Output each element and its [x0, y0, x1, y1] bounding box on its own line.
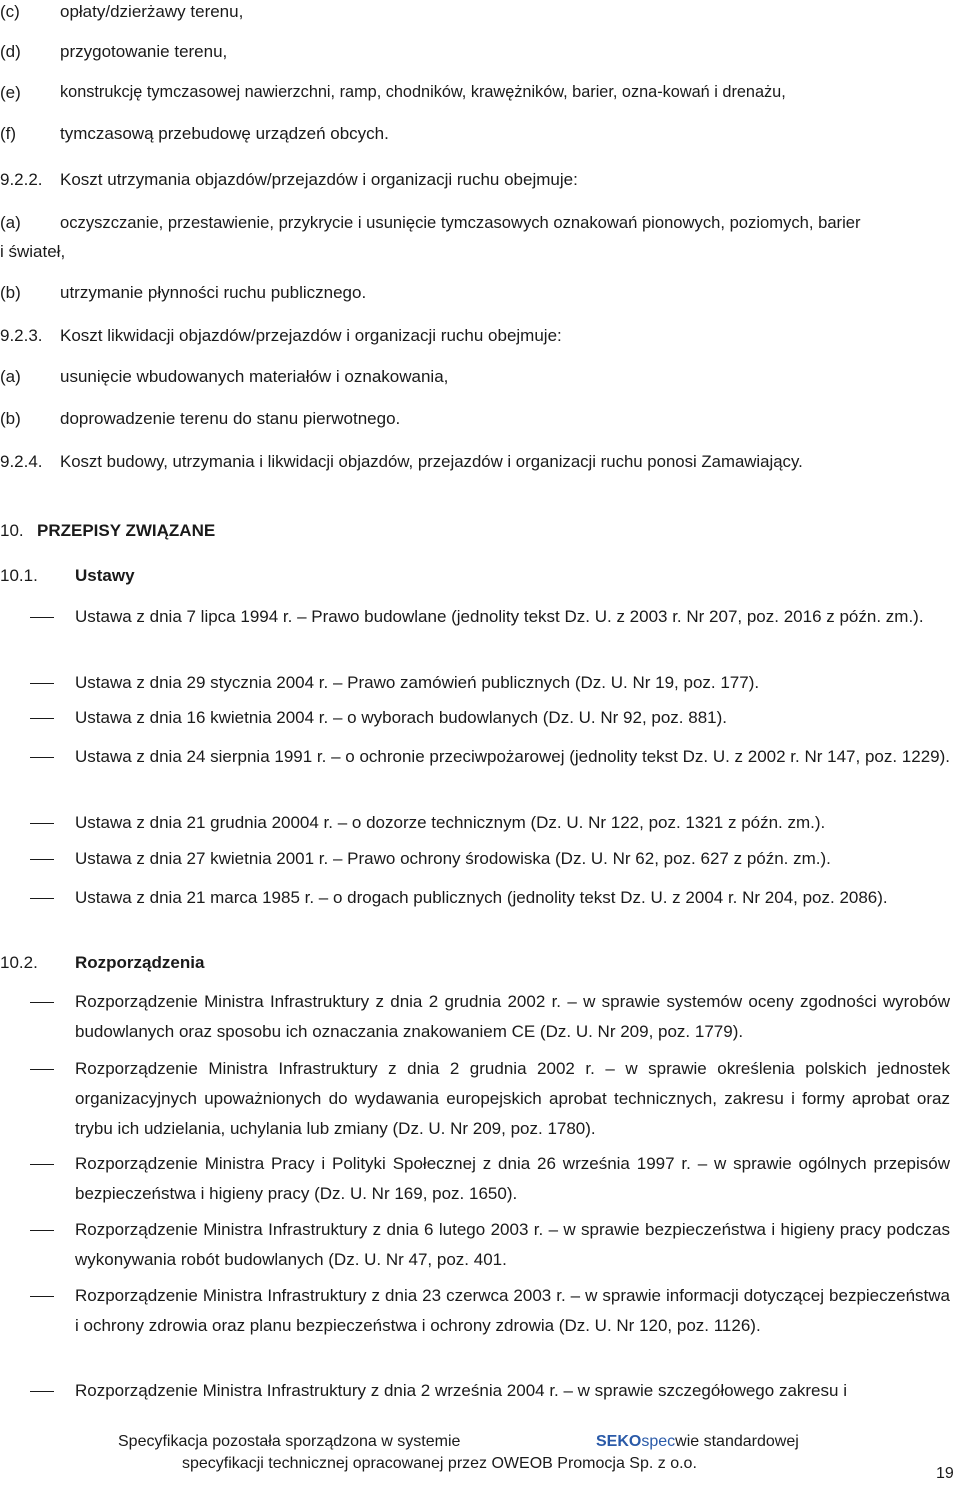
list-item: doprowadzenie terenu do stanu pierwotnego.	[60, 409, 401, 428]
list-item: Ustawa z dnia 21 grudnia 20004 r. – o dozorze technicznym (Dz. U. Nr 122, poz. 1321 z późn. zm.).	[75, 813, 826, 832]
dash-bullet	[30, 757, 54, 758]
list-label: (b)	[0, 283, 21, 302]
list-item: oczyszczanie, przestawienie, przykrycie i usunięcie tymczasowych oznakowań pionowych, poziomych, barier	[60, 213, 861, 232]
list-item: Rozporządzenie Ministra Infrastruktury z dnia 6 lutego 2003 r. – w sprawie bezpieczeństwa i higieny pracy podczas wykonywania robót budowlanych (Dz. U. Nr 47, poz. 401.	[75, 1220, 950, 1269]
list-label: (b)	[0, 409, 21, 428]
list-item: Rozporządzenie Ministra Infrastruktury z dnia 2 grudnia 2002 r. – w sprawie określenia polskich jednostek organizacyjnych upoważnionych do wydawania europejskich aprobat technicznych, zakresu i formy aprobat oraz trybu ich udzielania, uchylania lub zmiany (Dz. U. Nr 209, poz. 1780).	[75, 1059, 950, 1138]
section-heading: Ustawy	[75, 566, 135, 585]
dash-bullet	[30, 898, 54, 899]
list-label: (a)	[0, 213, 21, 232]
dash-bullet	[30, 683, 54, 684]
list-label: (e)	[0, 83, 21, 102]
section-text: Koszt budowy, utrzymania i likwidacji objazdów, przejazdów i organizacji ruchu ponosi Zamawiający.	[60, 452, 803, 471]
section-number: 10.	[0, 521, 24, 540]
footer-text: wie standardowej	[675, 1433, 799, 1450]
list-item-continued: i świateł,	[0, 242, 66, 261]
list-label: (c)	[0, 2, 20, 21]
section-number: 10.2.	[0, 953, 38, 972]
list-item: Rozporządzenie Ministra Pracy i Polityki Społecznej z dnia 26 września 1997 r. – w sprawie ogólnych przepisów bezpieczeństwa i higieny pracy (Dz. U. Nr 169, poz. 1650).	[75, 1154, 950, 1203]
section-number: 9.2.4.	[0, 452, 43, 471]
footer-line-1	[118, 1433, 460, 1451]
footer-line-2: specyfikacji technicznej opracowanej przez OWEOB Promocja Sp. z o.o.	[182, 1455, 697, 1472]
list-item: Ustawa z dnia 16 kwietnia 2004 r. – o wyborach budowlanych (Dz. U. Nr 92, poz. 881).	[75, 708, 728, 727]
section-number: 9.2.2.	[0, 170, 43, 189]
footer-brand	[596, 1433, 799, 1451]
list-item: opłaty/dzierżawy terenu,	[60, 2, 244, 21]
section-number: 10.1.	[0, 566, 38, 585]
list-label: (d)	[0, 42, 21, 61]
dash-bullet	[30, 617, 54, 618]
list-item: Rozporządzenie Ministra Infrastruktury z dnia 23 czerwca 2003 r. – w sprawie informacji dotyczącej bezpieczeństwa i ochrony zdrowia oraz planu bezpieczeństwa i ochrony zdrowia (Dz. U. Nr 120, poz. 1126).	[75, 1286, 950, 1335]
dash-bullet	[30, 718, 54, 719]
list-item: Ustawa z dnia 29 stycznia 2004 r. – Prawo zamówień publicznych (Dz. U. Nr 19, poz. 177).	[75, 673, 760, 692]
dash-bullet	[30, 823, 54, 824]
dash-bullet	[30, 1391, 54, 1392]
list-item: przygotowanie terenu,	[60, 42, 228, 61]
list-item: Ustawa z dnia 7 lipca 1994 r. – Prawo budowlane (jednolity tekst Dz. U. z 2003 r. Nr 207, poz. 2016 z późn. zm.).	[75, 607, 924, 626]
list-item: utrzymanie płynności ruchu publicznego.	[60, 283, 367, 302]
section-number: 9.2.3.	[0, 326, 43, 345]
list-label: (a)	[0, 367, 21, 386]
dash-bullet	[30, 1164, 54, 1165]
list-label: (f)	[0, 124, 17, 143]
list-item: Rozporządzenie Ministra Infrastruktury z dnia 2 września 2004 r. – w sprawie szczegółowego zakresu i	[75, 1381, 847, 1400]
list-item: Ustawa z dnia 27 kwietnia 2001 r. – Prawo ochrony środowiska (Dz. U. Nr 62, poz. 627 z późn. zm.).	[75, 849, 831, 868]
footer-text: Specyfikacja pozostała sporządzona w systemie	[118, 1433, 461, 1450]
list-item: tymczasową przebudowę urządzeń obcych.	[60, 124, 389, 143]
list-item: Ustawa z dnia 24 sierpnia 1991 r. – o ochronie przeciwpożarowej (jednolity tekst Dz. U. z 2002 r. Nr 147, poz. 1229).	[75, 747, 951, 766]
dash-bullet	[30, 1002, 54, 1003]
section-heading: Rozporządzenia	[75, 953, 205, 972]
brand-logo-seko: SEKO	[596, 1433, 642, 1450]
section-text: Koszt likwidacji objazdów/przejazdów i organizacji ruchu obejmuje:	[60, 326, 562, 345]
section-text: Koszt utrzymania objazdów/przejazdów i organizacji ruchu obejmuje:	[60, 170, 578, 189]
page-number: 19	[936, 1465, 954, 1482]
dash-bullet	[30, 1296, 54, 1297]
list-item: usunięcie wbudowanych materiałów i oznakowania,	[60, 367, 449, 386]
dash-bullet	[30, 1230, 54, 1231]
dash-bullet	[30, 1069, 54, 1070]
brand-logo-spec: spec	[641, 1433, 676, 1450]
dash-bullet	[30, 859, 54, 860]
list-item: Rozporządzenie Ministra Infrastruktury z dnia 2 grudnia 2002 r. – w sprawie systemów oceny zgodności wyrobów budowlanych oraz sposobu ich oznaczania znakowaniem CE (Dz. U. Nr 209, poz. 1779).	[75, 992, 950, 1041]
list-item: konstrukcję tymczasowej nawierzchni, ramp, chodników, krawężników, barier, ozna-kowań i drenażu,	[60, 83, 786, 101]
section-heading: PRZEPISY ZWIĄZANE	[37, 521, 216, 540]
list-item: Ustawa z dnia 21 marca 1985 r. – o drogach publicznych (jednolity tekst Dz. U. z 2004 r. Nr 204, poz. 2086).	[75, 888, 888, 907]
